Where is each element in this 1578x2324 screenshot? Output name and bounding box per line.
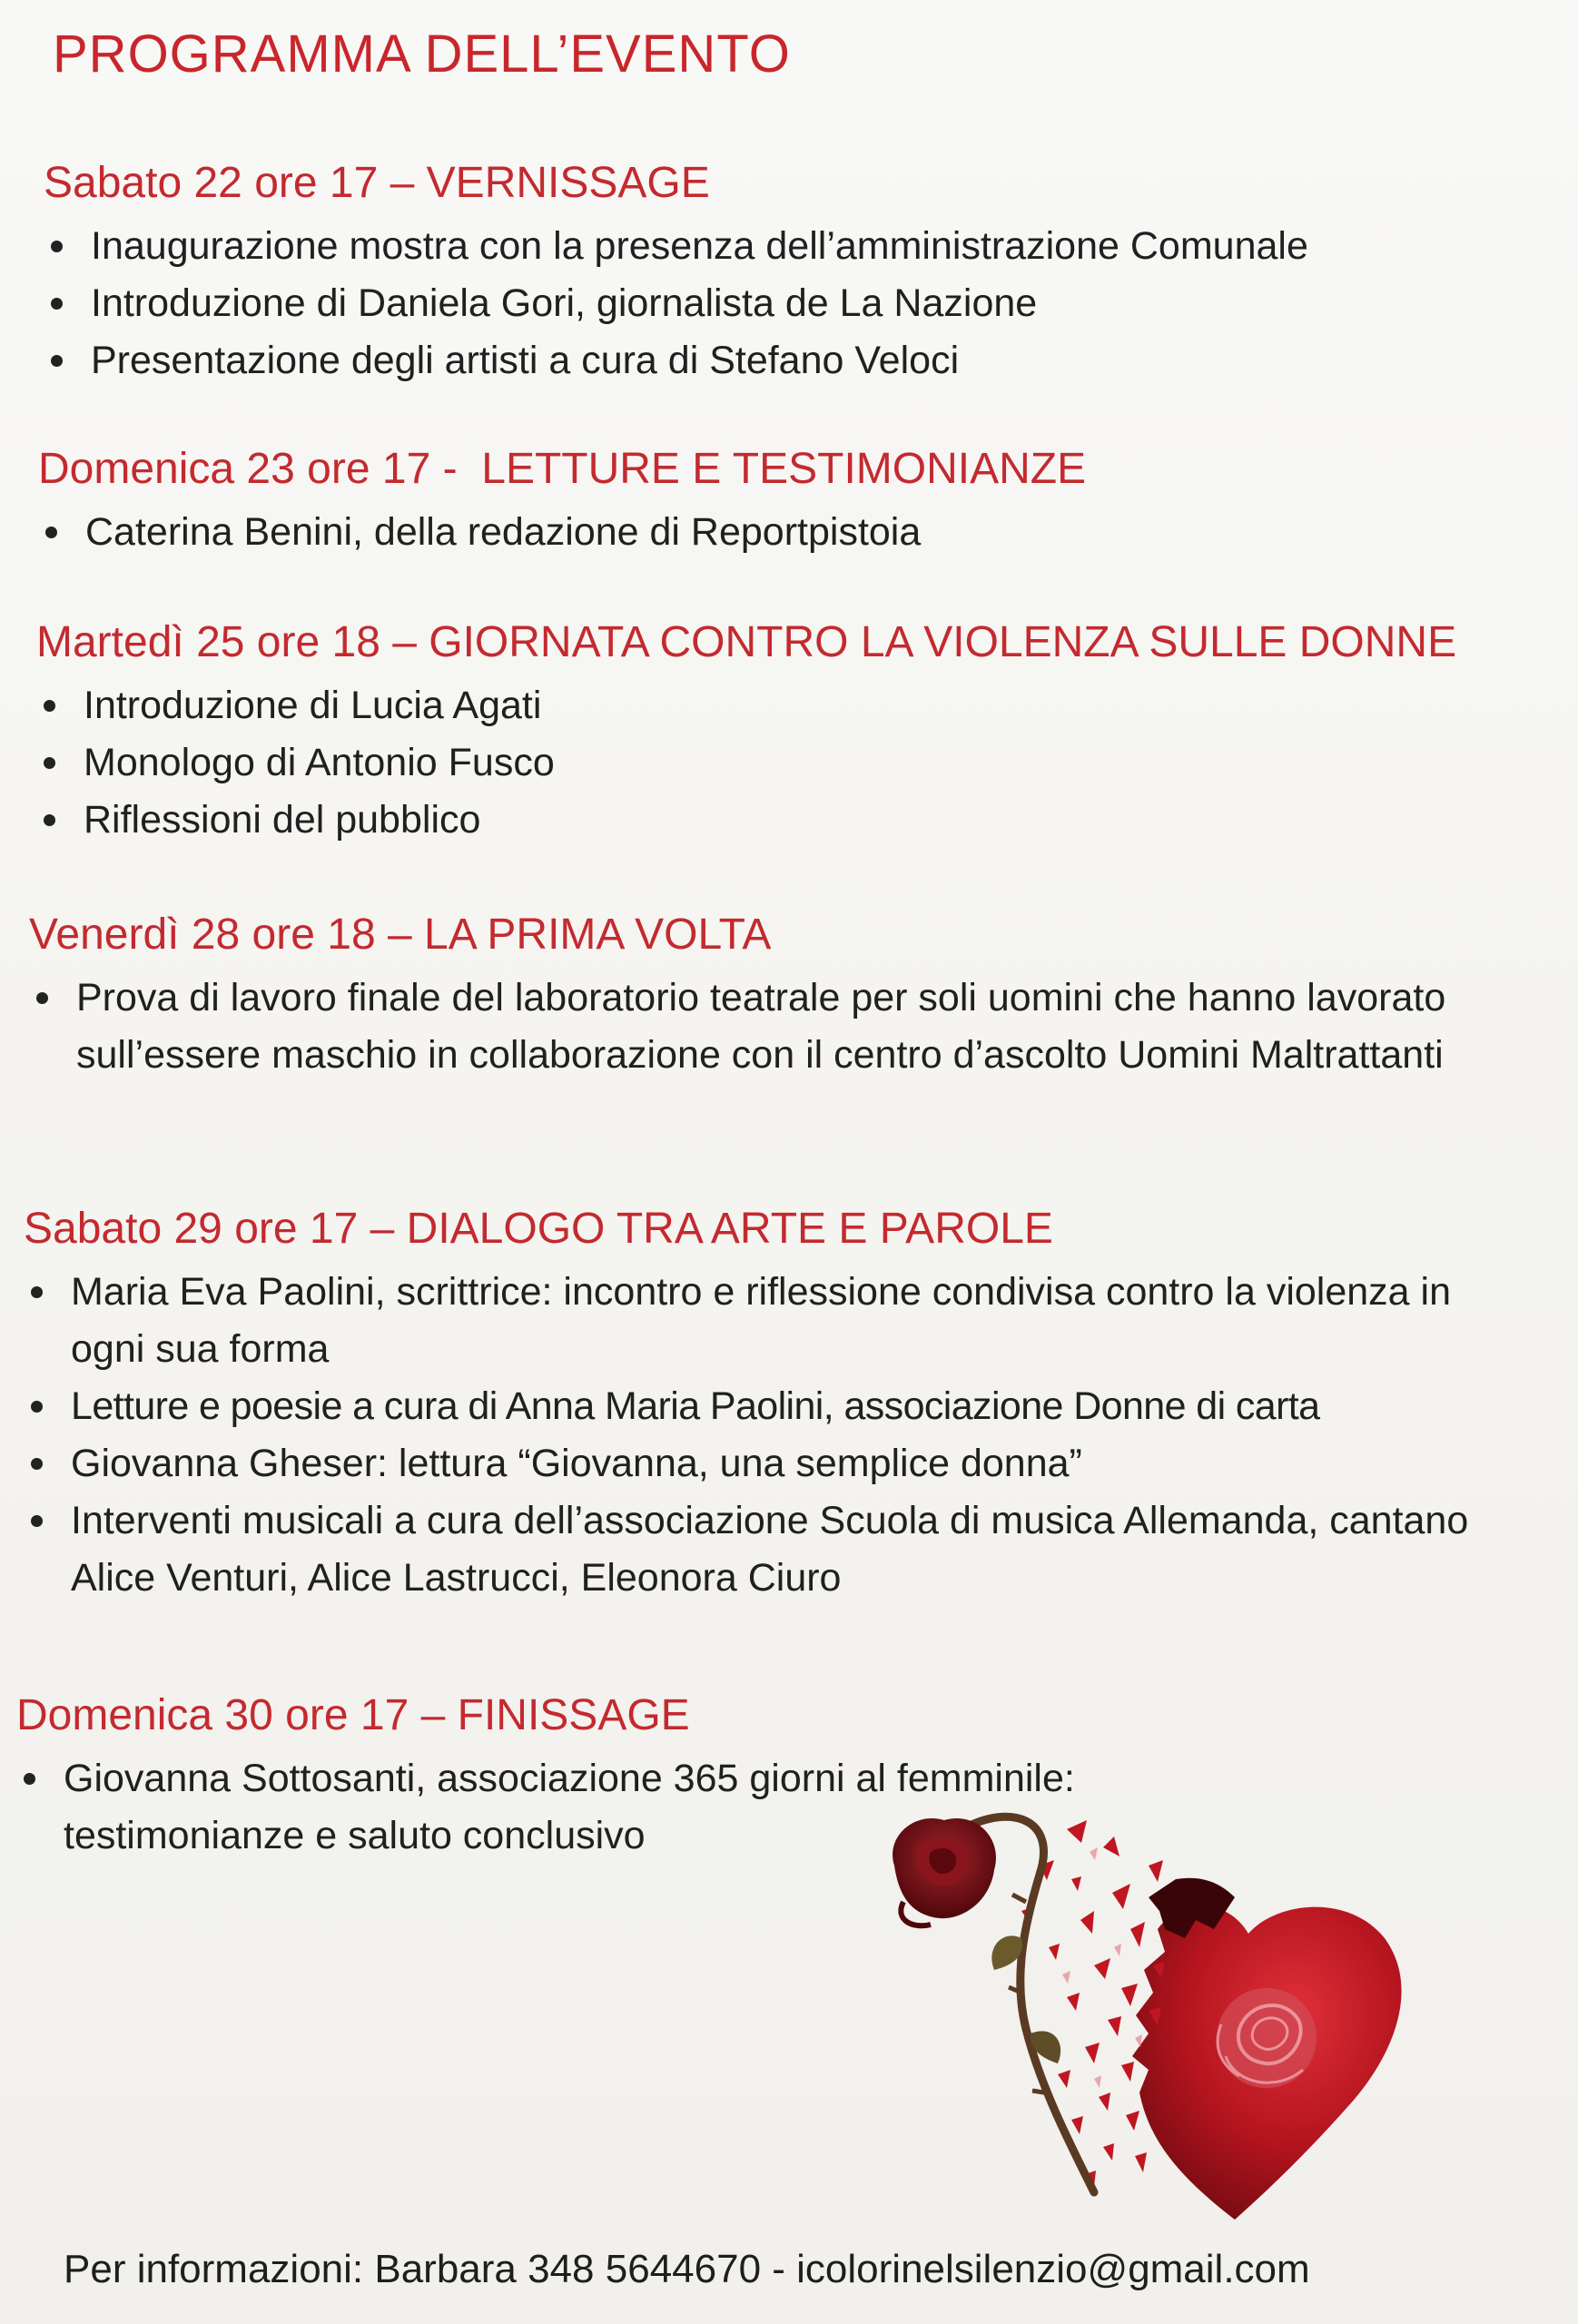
list-item: Inaugurazione mostra con la presenza dell’amministrazione Comunale [44, 218, 1496, 275]
bullet-icon [51, 298, 63, 310]
bullet-icon [31, 1458, 43, 1470]
section-items [38, 504, 1491, 561]
section-heading: Domenica 30 ore 17 – FINISSAGE [16, 1691, 690, 1739]
list-item: Riflessioni del pubblico [36, 792, 1489, 849]
bullet-icon [31, 1515, 43, 1527]
bullet-icon [45, 527, 57, 538]
page-title: PROGRAMMA DELL’EVENTO [53, 25, 791, 84]
contact-info: Per informazioni: Barbara 348 5644670 - icolorinelsilenzio@gmail.com [64, 2247, 1310, 2291]
bullet-icon [31, 1286, 43, 1298]
list-item: Monologo di Antonio Fusco [36, 734, 1489, 792]
section-items [44, 218, 1496, 389]
list-item: Letture e poesie a cura di Anna Maria Paolini, associazione Donne di carta [24, 1378, 1558, 1435]
bullet-icon [36, 992, 48, 1004]
list-item: Introduzione di Daniela Gori, giornalista de La Nazione [44, 275, 1496, 332]
list-item: Interventi musicali a cura dell’associazione Scuola di musica Allemanda, cantano Alice Venturi, Alice Lastrucci, Eleonora Ciuro [24, 1492, 1558, 1607]
bullet-icon [51, 355, 63, 367]
bullet-icon [51, 241, 63, 252]
list-item: Giovanna Sottosanti, associazione 365 giorni al femminile: testimonianze e saluto conclusivo [16, 1750, 1287, 1865]
event-section-vernissage [44, 154, 1569, 389]
bullet-icon [44, 700, 55, 712]
event-section-prima-volta [29, 906, 1554, 1084]
broken-heart-rose-illustration [876, 1793, 1457, 2238]
bullet-icon [44, 757, 55, 769]
section-heading: Venerdì 28 ore 18 – LA PRIMA VOLTA [29, 911, 772, 959]
list-item: Giovanna Gheser: lettura “Giovanna, una semplice donna” [24, 1435, 1558, 1492]
bullet-icon [24, 1773, 35, 1785]
event-section-dialogo [24, 1200, 1549, 1607]
event-section-giornata [36, 614, 1562, 849]
withered-rose [893, 1818, 996, 1925]
bullet-icon [31, 1401, 43, 1413]
list-item: Maria Eva Paolini, scrittrice: incontro e riflessione condivisa contro la violenza in ogni sua forma [24, 1264, 1558, 1378]
list-item: Presentazione degli artisti a cura di Stefano Veloci [44, 332, 1496, 389]
section-heading: Sabato 22 ore 17 – VERNISSAGE [44, 159, 710, 207]
section-items [36, 677, 1489, 849]
section-items [24, 1264, 1558, 1607]
event-section-letture [38, 440, 1563, 561]
section-heading: Domenica 23 ore 17 - LETTURE E TESTIMONIANZE [38, 445, 1087, 493]
list-item: Introduzione di Lucia Agati [36, 677, 1489, 734]
bullet-icon [44, 814, 55, 826]
list-item: Caterina Benini, della redazione di Reportpistoia [38, 504, 1491, 561]
list-item: Prova di lavoro finale del laboratorio teatrale per soli uomini che hanno lavorato sull’essere maschio in collaborazione con il centro d’ascolto Uomini Maltrattanti [29, 970, 1500, 1084]
section-items [29, 970, 1500, 1084]
rose-emblem [1217, 1988, 1317, 2088]
section-heading: Martedì 25 ore 18 – GIORNATA CONTRO LA VIOLENZA SULLE DONNE [36, 618, 1457, 666]
section-heading: Sabato 29 ore 17 – DIALOGO TRA ARTE E PAROLE [24, 1205, 1053, 1253]
